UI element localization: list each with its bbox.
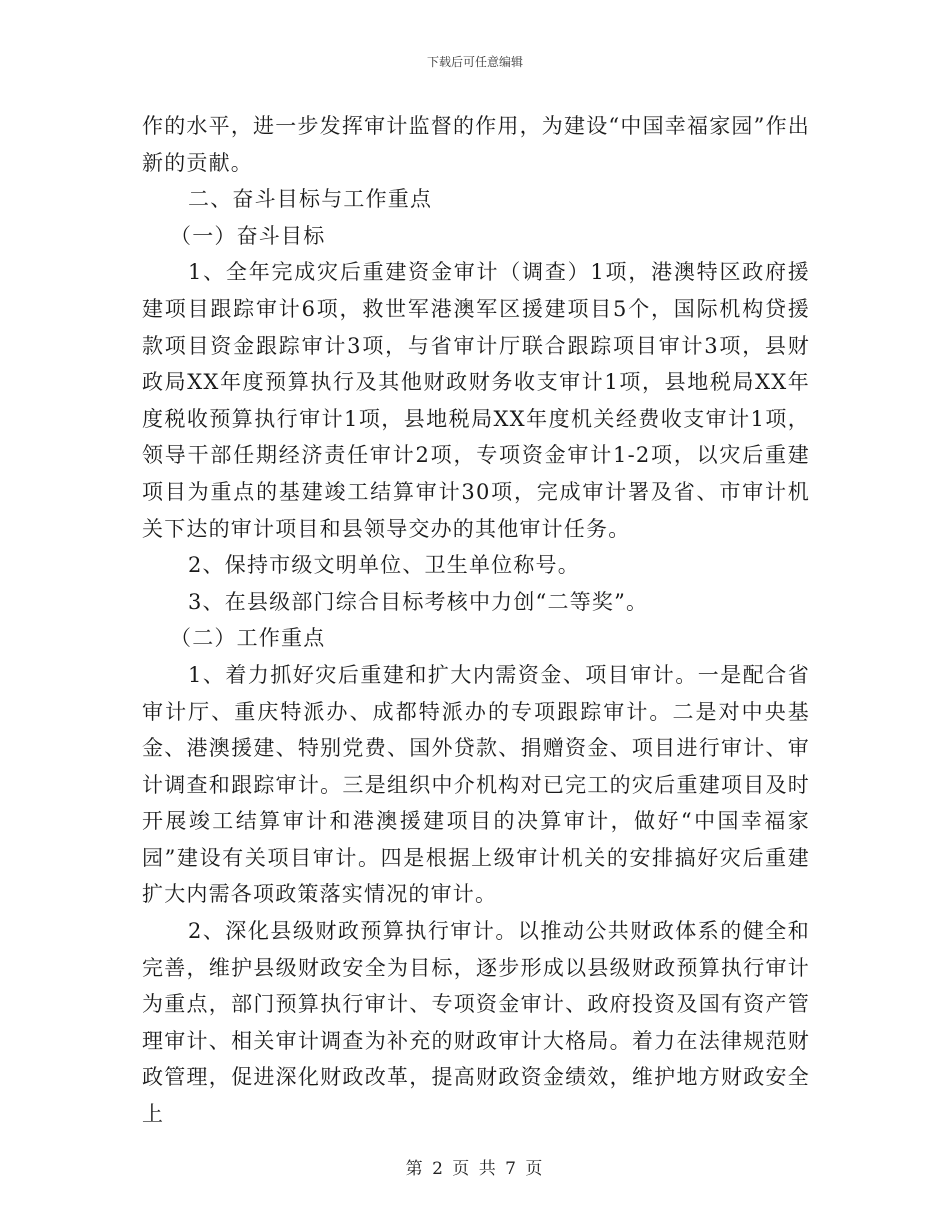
subsection-heading-goals: （一）奋斗目标 bbox=[170, 223, 326, 248]
page-footer: 第 2 页 共 7 页 bbox=[405, 1159, 545, 1179]
document-body bbox=[142, 108, 810, 1133]
paragraph-continuation: 作的水平，进一步发挥审计监督的作用，为建设“中国幸福家园”作出新的贡献。 bbox=[142, 114, 810, 175]
paragraph-goal-1: 1、全年完成灾后重建资金审计（调查）1项，港澳特区政府援建项目跟踪审计6项，救世军港澳军区援建项目5个，国际机构贷援款项目资金跟踪审计3项，与省审计厅联合跟踪项目审计3项，县财政局XX年度预算执行及其他财政财务收支审计1项，县地税局XX年度税收预算执行审计1项，县地税局XX年度机关经费收支审计1项，领导干部任期经济责任审计2项，专项资金审计1-2项，以灾后重建项目为重点的基建竣工结算审计30项，完成审计署及省、市审计机关下达的审计项目和县领导交办的其他审计任务。 bbox=[142, 260, 810, 541]
page-header: 下载后可任意编辑 bbox=[426, 55, 523, 69]
subsection-heading-priorities: （二）工作重点 bbox=[170, 626, 326, 651]
paragraph-goal-2: 2、保持市级文明单位、卫生单位称号。 bbox=[188, 553, 580, 578]
section-heading-goals-and-priorities: 二、奋斗目标与工作重点 bbox=[188, 187, 433, 212]
paragraph-priority-2: 2、深化县级财政预算执行审计。以推动公共财政体系的健全和完善，维护县级财政安全为目标，逐步形成以县级财政预算执行审计为重点，部门预算执行审计、专项资金审计、政府投资及国有资产管理审计、相关审计调查为补充的财政审计大格局。着力在法律规范财政管理，促进深化财政改革，提高财政资金绩效，维护地方财政安全上 bbox=[142, 919, 810, 1127]
paragraph-goal-3: 3、在县级部门综合目标考核中力创“二等奖”。 bbox=[188, 589, 649, 614]
paragraph-priority-1: 1、着力抓好灾后重建和扩大内需资金、项目审计。一是配合省审计厅、重庆特派办、成都特派办的专项跟踪审计。二是对中央基金、港澳援建、特别党费、国外贷款、捐赠资金、项目进行审计、审计调查和跟踪审计。三是组织中介机构对已完工的灾后重建项目及时开展竣工结算审计和港澳援建项目的决算审计，做好“中国幸福家园”建设有关项目审计。四是根据上级审计机关的安排搞好灾后重建扩大内需各项政策落实情况的审计。 bbox=[142, 662, 810, 907]
